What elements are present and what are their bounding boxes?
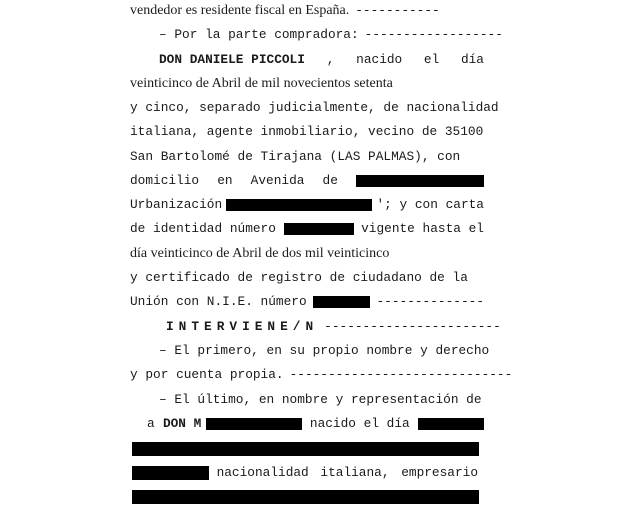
line-7: San Bartolomé de Tirajana (LAS PALMAS), con <box>130 149 461 164</box>
line-1-text: vendedor es residente fiscal en España. <box>130 3 350 18</box>
line-8-word-3: Avenida <box>250 173 305 188</box>
line-16-dashes: ----------------------------- <box>289 367 513 382</box>
line-16 <box>130 364 513 386</box>
buyer-name: DON DANIELE PICCOLI <box>159 52 305 67</box>
line-9-word-1: Urbanización <box>130 197 223 212</box>
redaction-id-number <box>284 223 354 235</box>
line-15: – El primero, en su propio nombre y derecho <box>159 343 490 358</box>
line-3-text: , nacido el día <box>326 52 484 67</box>
line-17: – El último, en nombre y representación de <box>159 392 482 407</box>
line-9 <box>130 194 484 216</box>
line-5: y cinco, separado judicialmente, de nacionalidad <box>130 100 499 115</box>
line-10 <box>130 218 484 240</box>
line-3 <box>159 49 484 71</box>
redaction-representative-name <box>206 418 302 430</box>
line-2-text: – Por la parte compradora: <box>159 27 359 42</box>
line-16-text: y por cuenta propia. <box>130 367 284 382</box>
line-13-dashes: -------------- <box>376 294 484 309</box>
line-1 <box>130 0 484 22</box>
line-13-text: Unión con N.I.E. número <box>130 294 307 309</box>
redaction-urbanization <box>226 199 372 211</box>
line-11: día veinticinco de Abril de dos mil veinticinco <box>130 246 390 261</box>
line-13 <box>130 291 484 313</box>
redaction-birth-date <box>418 418 484 430</box>
line-20-text: nacionalidad italiana, empresario <box>216 465 478 480</box>
line-6: italiana, agente inmobiliario, vecino de 35100 <box>130 124 484 139</box>
line-18-word-1: a <box>147 416 155 431</box>
line-21 <box>132 486 479 508</box>
line-20 <box>132 462 484 484</box>
line-2-dashes: ------------------ <box>364 27 503 42</box>
redaction-full-line <box>132 442 479 456</box>
line-10-text: de identidad número <box>130 221 276 236</box>
line-14 <box>166 316 501 338</box>
line-8-word-2: en <box>217 173 233 188</box>
line-10-tail: vigente hasta el <box>361 221 484 236</box>
line-14-dashes: ----------------------- <box>324 319 501 334</box>
line-18 <box>147 413 484 435</box>
line-1-dashes: ----------- <box>355 3 440 18</box>
line-2 <box>159 24 503 46</box>
line-4: veinticinco de Abril de mil novecientos setenta <box>130 76 393 91</box>
line-9-tail: '; y con carta <box>376 197 484 212</box>
line-19 <box>132 438 479 460</box>
line-8-word-1: domicilio <box>130 173 200 188</box>
representative-name: DON M <box>162 416 202 431</box>
section-heading: INTERVIENE/N <box>166 319 319 334</box>
line-12: y certificado de registro de ciudadano de la <box>130 270 468 285</box>
redaction-address <box>356 175 484 187</box>
redaction-bottom-line <box>132 490 479 504</box>
redaction-line-20 <box>132 466 209 480</box>
line-8-word-4: de <box>322 173 338 188</box>
line-8 <box>130 170 484 192</box>
redaction-nie <box>313 296 371 308</box>
line-18-text: nacido el día <box>309 416 410 431</box>
